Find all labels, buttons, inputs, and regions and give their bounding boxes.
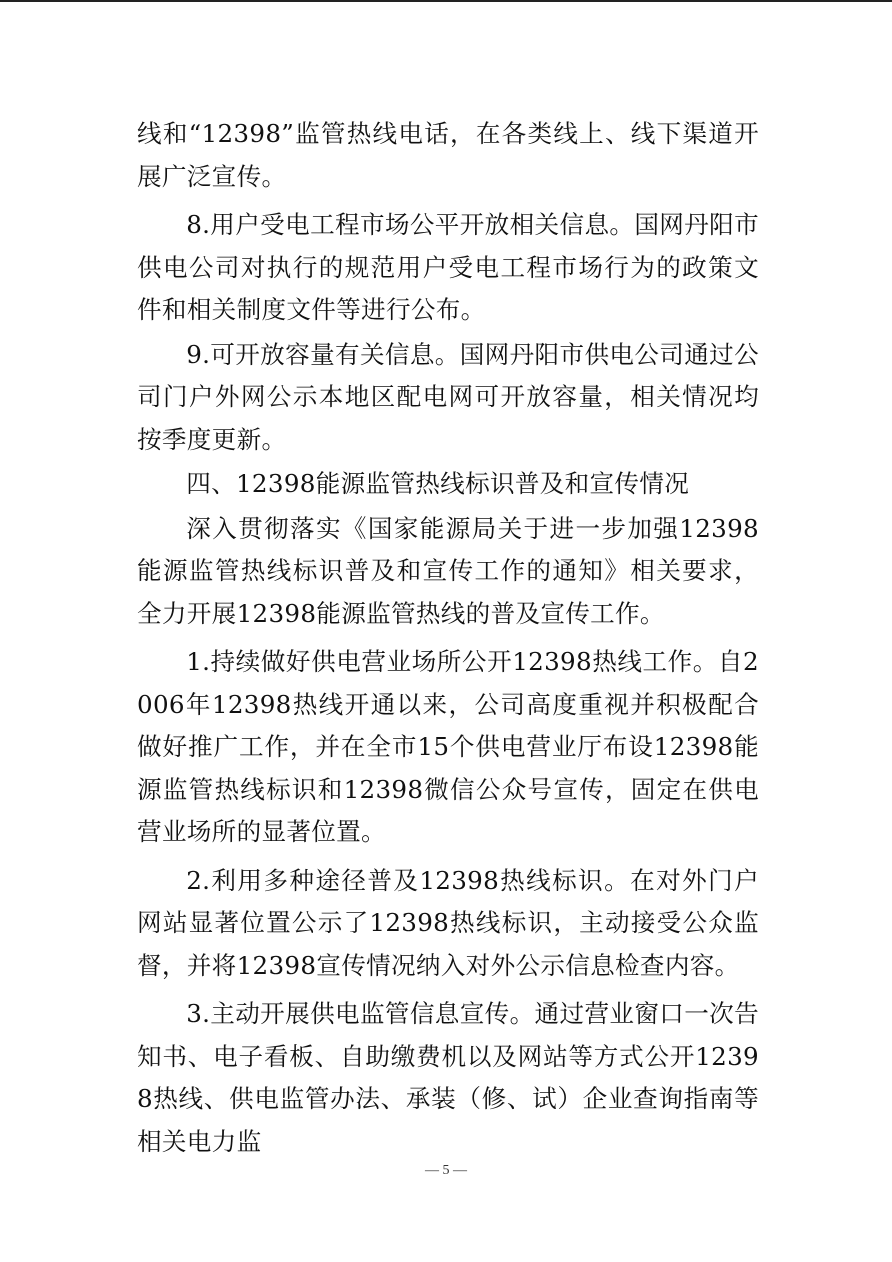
top-border-line — [0, 0, 892, 2]
paragraph-section-intro: 深入贯彻落实《国家能源局关于进一步加强12398能源监管热线标识普及和宣传工作的通知》相关要求，全力开展12398能源监管热线的普及宣传工作。 — [137, 513, 759, 628]
paragraph-item-8: 8.用户受电工程市场公平开放相关信息。国网丹阳市供电公司对执行的规范用户受电工程市场行为的政策文件和相关制度文件等进行公布。 — [137, 210, 759, 324]
paragraph-continuation: 线和“12398”监管热线电话，在各类线上、线下渠道开展广泛宣传。 — [137, 119, 759, 191]
document-body — [137, 113, 759, 1163]
paragraph-item-3: 3.主动开展供电监管信息宣传。通过营业窗口一次告知书、电子看板、自助缴费机以及网站等方式公开12398热线、供电监管办法、承装（修、试）企业查询指南等相关电力监 — [137, 999, 759, 1156]
paragraph-item-1: 1.持续做好供电营业场所公开12398热线工作。自2006年12398热线开通以来，公司高度重视并积极配合做好推广工作，并在全市15个供电营业厅布设12398能源监管热线标识和12398微信公众号宣传，固定在供电营业场所的显著位置。 — [137, 647, 759, 846]
paragraph-item-2: 2.利用多种途径普及12398热线标识。在对外门户网站显著位置公示了12398热线标识，主动接受公众监督，并将12398宣传情况纳入对外公示信息检查内容。 — [137, 865, 759, 980]
page-number: — 5 — — [425, 1163, 467, 1178]
section-heading: 四、12398能源监管热线标识普及和宣传情况 — [186, 469, 690, 498]
paragraph-item-9: 9.可开放容量有关信息。国网丹阳市供电公司通过公司门户外网公示本地区配电网可开放容量，相关情况均按季度更新。 — [137, 339, 759, 454]
